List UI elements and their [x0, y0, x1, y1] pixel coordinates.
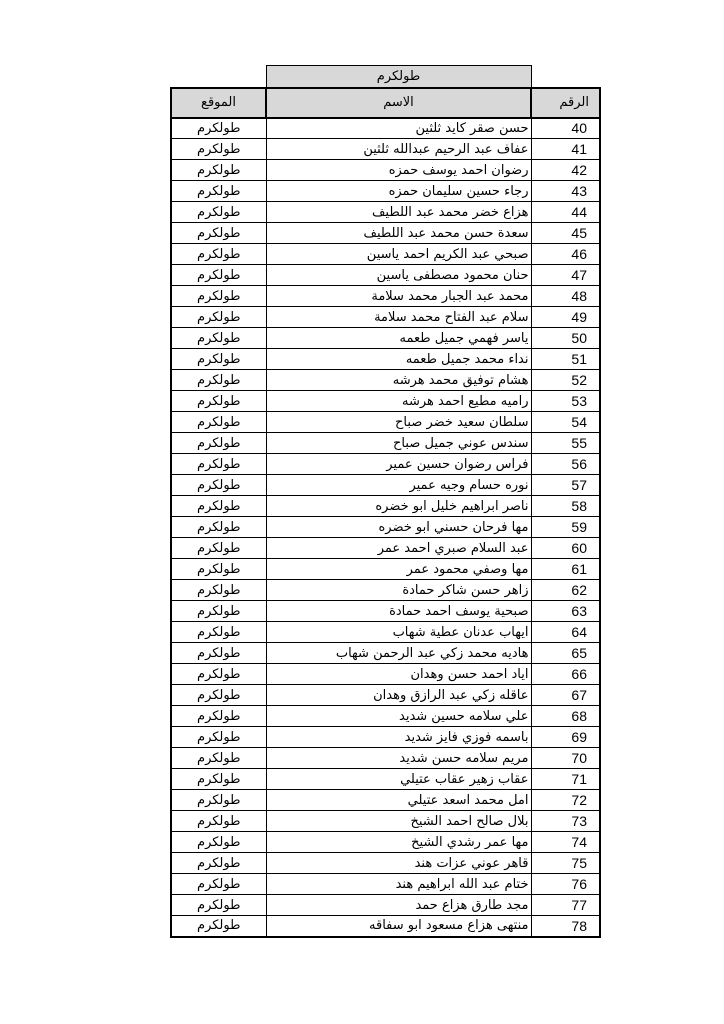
row-number-cell: 48 — [531, 286, 600, 307]
table-row — [171, 790, 600, 811]
row-location-cell: طولكرم — [171, 139, 266, 160]
row-name-cell: ياسر فهمي جميل طعمه — [266, 328, 531, 349]
table-row — [171, 853, 600, 874]
row-name-cell: مها فرحان حسني ابو خضره — [266, 517, 531, 538]
row-location-cell: طولكرم — [171, 202, 266, 223]
row-location-cell: طولكرم — [171, 580, 266, 601]
row-location-cell: طولكرم — [171, 391, 266, 412]
row-location-cell: طولكرم — [171, 307, 266, 328]
row-name-cell: نوره حسام وجيه عمير — [266, 475, 531, 496]
row-name-cell: راميه مطيع احمد هرشه — [266, 391, 531, 412]
row-number-cell: 42 — [531, 160, 600, 181]
table-row — [171, 433, 600, 454]
table-row — [171, 769, 600, 790]
row-location-cell: طولكرم — [171, 832, 266, 853]
col-header-location: الموقع — [171, 88, 266, 118]
table-row — [171, 874, 600, 895]
table-row — [171, 895, 600, 916]
row-name-cell: عفاف عبد الرحيم عبدالله ثلثين — [266, 139, 531, 160]
row-location-cell: طولكرم — [171, 706, 266, 727]
row-location-cell: طولكرم — [171, 286, 266, 307]
row-name-cell: منتهى هزاع مسعود ابو سفاقه — [266, 916, 531, 937]
table-row — [171, 643, 600, 664]
row-number-cell: 71 — [531, 769, 600, 790]
table-title: طولكرم — [266, 66, 531, 88]
table-row — [171, 328, 600, 349]
table-row — [171, 202, 600, 223]
row-location-cell: طولكرم — [171, 244, 266, 265]
table-row — [171, 664, 600, 685]
row-location-cell: طولكرم — [171, 118, 266, 139]
row-name-cell: باسمه فوزي فايز شديد — [266, 727, 531, 748]
row-name-cell: صبحي عبد الكريم احمد ياسين — [266, 244, 531, 265]
table-row — [171, 580, 600, 601]
row-number-cell: 52 — [531, 370, 600, 391]
table-row — [171, 538, 600, 559]
row-location-cell: طولكرم — [171, 370, 266, 391]
row-name-cell: محمد عبد الجبار محمد سلامة — [266, 286, 531, 307]
table-row — [171, 307, 600, 328]
row-location-cell: طولكرم — [171, 412, 266, 433]
row-name-cell: بلال صالح احمد الشيخ — [266, 811, 531, 832]
table-row — [171, 601, 600, 622]
row-name-cell: حنان محمود مصطفى ياسين — [266, 265, 531, 286]
row-location-cell: طولكرم — [171, 727, 266, 748]
row-name-cell: مجد طارق هزاع حمد — [266, 895, 531, 916]
row-location-cell: طولكرم — [171, 811, 266, 832]
row-location-cell: طولكرم — [171, 223, 266, 244]
table-row — [171, 748, 600, 769]
table-row — [171, 475, 600, 496]
table-row — [171, 244, 600, 265]
row-number-cell: 61 — [531, 559, 600, 580]
row-name-cell: اياد احمد حسن وهدان — [266, 664, 531, 685]
row-number-cell: 66 — [531, 664, 600, 685]
row-name-cell: رجاء حسين سليمان حمزه — [266, 181, 531, 202]
title-row-spacer-right — [531, 66, 600, 88]
table-row — [171, 811, 600, 832]
row-number-cell: 75 — [531, 853, 600, 874]
title-row-spacer-left — [171, 66, 266, 88]
row-name-cell: هشام توفيق محمد هرشه — [266, 370, 531, 391]
row-number-cell: 72 — [531, 790, 600, 811]
row-number-cell: 54 — [531, 412, 600, 433]
table-row — [171, 349, 600, 370]
row-location-cell: طولكرم — [171, 643, 266, 664]
row-name-cell: امل محمد اسعد عتيلي — [266, 790, 531, 811]
row-name-cell: هزاع خضر محمد عبد اللطيف — [266, 202, 531, 223]
row-name-cell: سندس عوني جميل صباح — [266, 433, 531, 454]
row-name-cell: رضوان احمد يوسف حمزه — [266, 160, 531, 181]
table-row — [171, 454, 600, 475]
row-number-cell: 51 — [531, 349, 600, 370]
row-name-cell: عاقله زكي عبد الرازق وهدان — [266, 685, 531, 706]
row-number-cell: 58 — [531, 496, 600, 517]
table-row — [171, 412, 600, 433]
row-name-cell: مها عمر رشدي الشيخ — [266, 832, 531, 853]
table-row — [171, 727, 600, 748]
row-location-cell: طولكرم — [171, 664, 266, 685]
row-number-cell: 65 — [531, 643, 600, 664]
row-location-cell: طولكرم — [171, 748, 266, 769]
table-body — [171, 118, 600, 937]
row-location-cell: طولكرم — [171, 874, 266, 895]
row-location-cell: طولكرم — [171, 349, 266, 370]
row-name-cell: سعدة حسن محمد عبد اللطيف — [266, 223, 531, 244]
row-number-cell: 47 — [531, 265, 600, 286]
row-location-cell: طولكرم — [171, 496, 266, 517]
row-name-cell: سلام عبد الفتاح محمد سلامة — [266, 307, 531, 328]
row-number-cell: 76 — [531, 874, 600, 895]
row-number-cell: 77 — [531, 895, 600, 916]
table-row — [171, 286, 600, 307]
row-number-cell: 56 — [531, 454, 600, 475]
row-number-cell: 73 — [531, 811, 600, 832]
row-number-cell: 55 — [531, 433, 600, 454]
roster-table — [170, 65, 601, 938]
row-name-cell: عبد السلام صبري احمد عمر — [266, 538, 531, 559]
row-location-cell: طولكرم — [171, 916, 266, 937]
table-row — [171, 832, 600, 853]
table-row — [171, 118, 600, 139]
row-location-cell: طولكرم — [171, 538, 266, 559]
table-row — [171, 223, 600, 244]
table-row — [171, 916, 600, 937]
row-name-cell: سلطان سعيد خضر صباح — [266, 412, 531, 433]
table-row — [171, 517, 600, 538]
row-number-cell: 53 — [531, 391, 600, 412]
row-number-cell: 64 — [531, 622, 600, 643]
row-number-cell: 57 — [531, 475, 600, 496]
col-header-name: الاسم — [266, 88, 531, 118]
row-name-cell: صبحية يوسف احمد حمادة — [266, 601, 531, 622]
row-location-cell: طولكرم — [171, 181, 266, 202]
table-row — [171, 139, 600, 160]
row-location-cell: طولكرم — [171, 454, 266, 475]
table-row — [171, 622, 600, 643]
row-name-cell: هاديه محمد زكي عبد الرحمن شهاب — [266, 643, 531, 664]
table-row — [171, 370, 600, 391]
row-number-cell: 59 — [531, 517, 600, 538]
row-name-cell: زاهر حسن شاكر حمادة — [266, 580, 531, 601]
row-location-cell: طولكرم — [171, 328, 266, 349]
row-location-cell: طولكرم — [171, 790, 266, 811]
row-number-cell: 68 — [531, 706, 600, 727]
row-number-cell: 60 — [531, 538, 600, 559]
row-location-cell: طولكرم — [171, 601, 266, 622]
row-number-cell: 49 — [531, 307, 600, 328]
row-number-cell: 40 — [531, 118, 600, 139]
table-row — [171, 391, 600, 412]
row-number-cell: 70 — [531, 748, 600, 769]
row-name-cell: ناصر ابراهيم خليل ابو خضره — [266, 496, 531, 517]
table-row — [171, 706, 600, 727]
row-number-cell: 41 — [531, 139, 600, 160]
row-number-cell: 45 — [531, 223, 600, 244]
table-header-row — [171, 88, 600, 118]
row-location-cell: طولكرم — [171, 559, 266, 580]
row-name-cell: مها وصفي محمود عمر — [266, 559, 531, 580]
row-number-cell: 44 — [531, 202, 600, 223]
row-location-cell: طولكرم — [171, 160, 266, 181]
row-number-cell: 78 — [531, 916, 600, 937]
row-location-cell: طولكرم — [171, 622, 266, 643]
row-location-cell: طولكرم — [171, 853, 266, 874]
table-row — [171, 160, 600, 181]
row-location-cell: طولكرم — [171, 769, 266, 790]
row-number-cell: 69 — [531, 727, 600, 748]
row-number-cell: 46 — [531, 244, 600, 265]
col-header-number: الرقم — [531, 88, 600, 118]
row-location-cell: طولكرم — [171, 475, 266, 496]
row-name-cell: عقاب زهير عقاب عتيلي — [266, 769, 531, 790]
row-name-cell: ختام عبد الله ابراهيم هند — [266, 874, 531, 895]
table-head — [171, 66, 600, 118]
row-location-cell: طولكرم — [171, 433, 266, 454]
table-row — [171, 496, 600, 517]
row-location-cell: طولكرم — [171, 685, 266, 706]
row-number-cell: 43 — [531, 181, 600, 202]
row-name-cell: فراس رضوان حسين عمير — [266, 454, 531, 475]
row-location-cell: طولكرم — [171, 895, 266, 916]
row-location-cell: طولكرم — [171, 265, 266, 286]
row-name-cell: قاهر عوني عزات هند — [266, 853, 531, 874]
row-number-cell: 50 — [531, 328, 600, 349]
table-row — [171, 559, 600, 580]
row-location-cell: طولكرم — [171, 517, 266, 538]
row-name-cell: حسن صقر كايد ثلثين — [266, 118, 531, 139]
row-number-cell: 74 — [531, 832, 600, 853]
table-title-row — [171, 66, 600, 88]
row-name-cell: نداء محمد جميل طعمه — [266, 349, 531, 370]
table-row — [171, 685, 600, 706]
table-row — [171, 181, 600, 202]
row-number-cell: 62 — [531, 580, 600, 601]
row-name-cell: ايهاب عدنان عطية شهاب — [266, 622, 531, 643]
table-row — [171, 265, 600, 286]
row-number-cell: 63 — [531, 601, 600, 622]
row-number-cell: 67 — [531, 685, 600, 706]
row-name-cell: علي سلامه حسين شديد — [266, 706, 531, 727]
row-name-cell: مريم سلامه حسن شديد — [266, 748, 531, 769]
